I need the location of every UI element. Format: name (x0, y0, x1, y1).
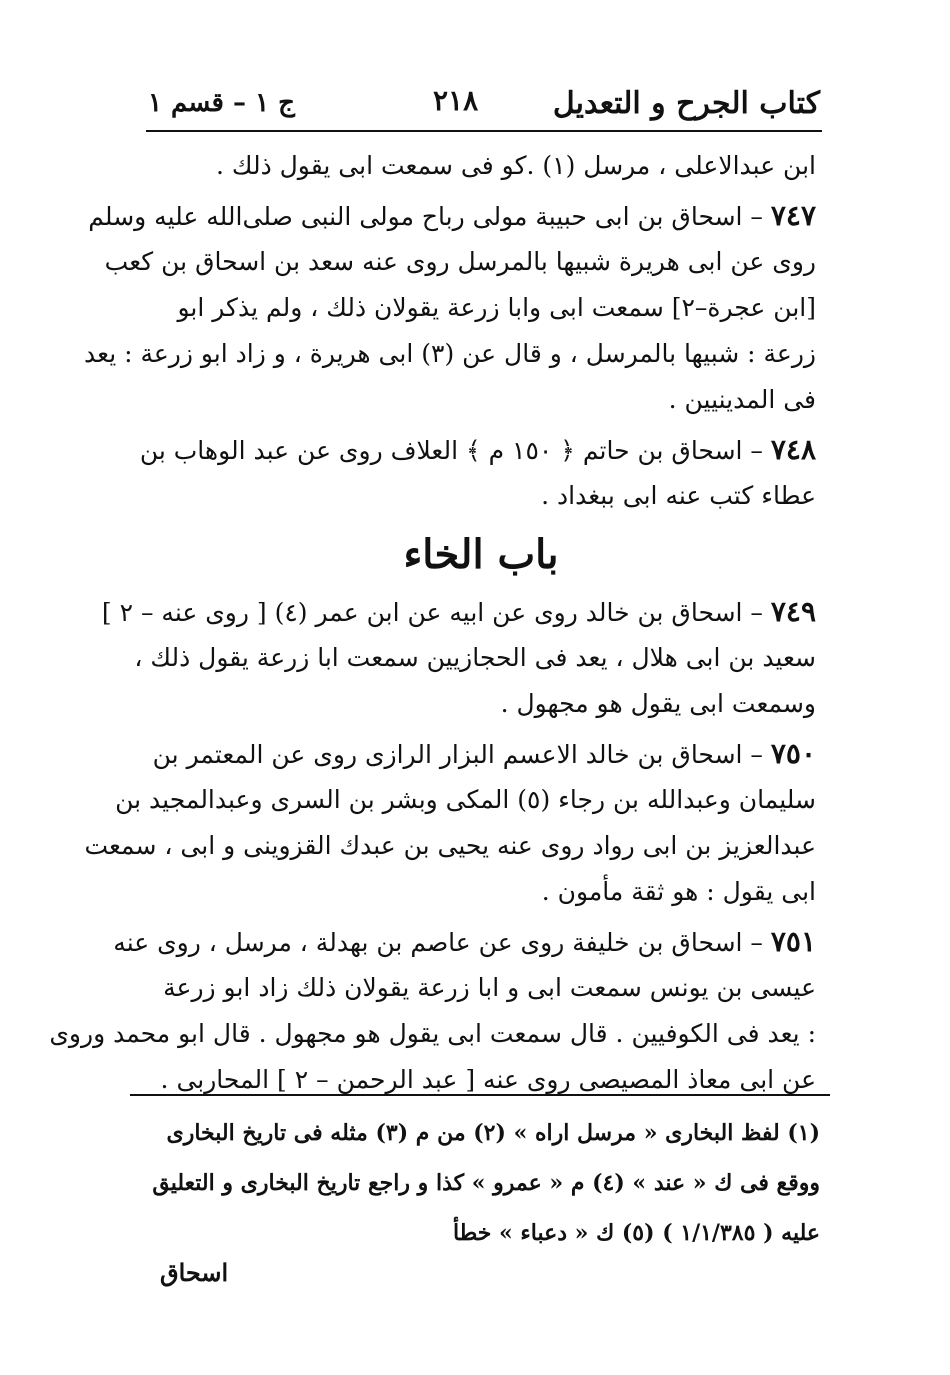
entry-line: : يعد فى الكوفيين . قال سمعت ابى يقول هو مجهول . قال ابو محمد وروى (49, 1019, 816, 1048)
entry-line: سليمان وعبدالله بن رجاء (٥) المكى وبشر بن السرى وعبدالمجيد بن (115, 785, 816, 814)
entry-747 (84, 193, 816, 423)
footnote-line: عليه ( ١/١/٣٨٥ ) (٥) ك « دعباء » خطأ (452, 1220, 820, 1246)
entry-line: روى عن ابى هريرة شبيها بالمرسل روى عنه سعد بن اسحاق بن كعب (104, 247, 816, 276)
entry-line: عبدالعزيز بن ابى رواد روى عنه يحيى بن عبدك القزوينى و ابى ، سمعت (84, 831, 816, 860)
entry-751 (49, 919, 816, 1103)
entry-749 (101, 589, 816, 727)
book-title: كتاب الجرح و التعديل (552, 85, 820, 121)
footnotes (140, 1108, 820, 1258)
footnote-line: ووقع فى ك « عند » (٤) م « عمرو » كذا و راجع تاريخ البخارى و التعليق (152, 1170, 820, 1196)
entry-number: ٧٤٨ (770, 433, 816, 466)
entry-750 (84, 731, 816, 915)
entry-line: وسمعت ابى يقول هو مجهول . (500, 689, 816, 718)
entry-748 (139, 427, 816, 519)
entry-line: عيسى بن يونس سمعت ابى و ابا زرعة يقولان ذلك زاد ابو زرعة (163, 973, 816, 1002)
entry-line (139, 427, 816, 473)
intro-line: ابن عبدالاعلى ، مرسل (١) .كو فى سمعت ابى يقول ذلك . (215, 151, 816, 180)
entry-text: – اسحاق بن خالد روى عن ابيه عن ابن عمر (٤) [ روى عنه – ٢ ] (101, 598, 763, 627)
entry-line: سعيد بن ابى هلال ، يعد فى الحجازيين سمعت ابا زرعة يقول ذلك ، (134, 643, 816, 672)
page-number: ٢١٨ (433, 84, 479, 117)
entry-number: ٧٥١ (770, 925, 816, 958)
entry-line (113, 919, 816, 965)
footnote-rule (130, 1094, 830, 1096)
entry-text: – اسحاق بن خليفة روى عن عاصم بن بهدلة ، مرسل ، روى عنه (113, 928, 763, 957)
main-text (49, 143, 816, 1103)
entry-line (146, 731, 816, 777)
volume-indicator: ج ١ – قسم ١ (148, 88, 295, 118)
entry-number: ٧٤٧ (770, 199, 816, 232)
entry-line: عطاء كتب عنه ابى ببغداد . (541, 481, 816, 510)
entry-text: – اسحاق بن خالد الاعسم البزار الرازى روى عن المعتمر بن (152, 740, 763, 769)
entry-line (88, 193, 816, 239)
entry-line (101, 589, 816, 635)
entry-line: [ابن عجرة–٢] سمعت ابى وابا زرعة يقولان ذلك ، ولم يذكر ابو (177, 293, 816, 322)
page-header (148, 78, 820, 128)
entry-line: زرعة : شبيها بالمرسل ، و قال عن (٣) ابى هريرة ، و زاد ابو زرعة : يعد (84, 339, 816, 368)
header-rule (146, 130, 822, 132)
footnote-line: (١) لفظ البخارى « مرسل اراه » (٢) من م (٣) مثله فى تاريخ البخارى (166, 1120, 820, 1146)
entry-text: – اسحاق بن حاتم ﴿ ١٥٠ م ﴾ العلاف روى عن عبد الوهاب بن (139, 436, 763, 465)
entry-line: فى المدينيين . (668, 385, 816, 414)
section-heading: باب الخاء (403, 531, 559, 578)
catchword: اسحاق (160, 1258, 229, 1287)
entry-text: – اسحاق بن ابى حبيبة مولى رباح مولى النبى صلى‌الله عليه وسلم (88, 202, 763, 231)
entry-line: ابى يقول : هو ثقة مأمون . (541, 877, 816, 906)
entry-number: ٧٤٩ (770, 595, 816, 628)
entry-number: ٧٥٠ (770, 737, 816, 770)
entry-line: عن ابى معاذ المصيصى روى عنه [ عبد الرحمن – ٢ ] المحاربى . (160, 1065, 816, 1094)
